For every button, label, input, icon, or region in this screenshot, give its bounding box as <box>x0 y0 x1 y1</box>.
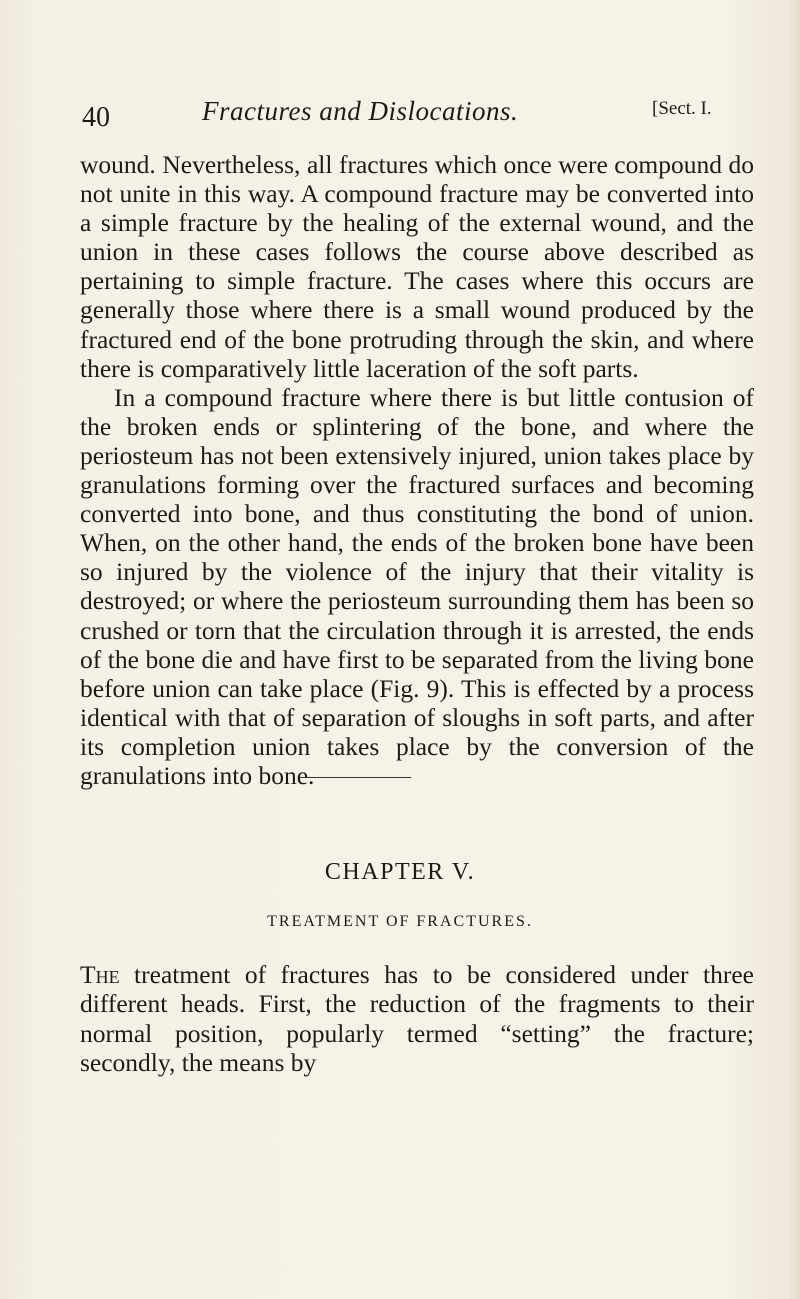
page-number: 40 <box>82 102 110 133</box>
section-reference: [Sect. I. <box>652 98 712 119</box>
page-edge-shadow <box>786 0 800 1299</box>
paragraph-continued: wound. Nevertheless, all fractures which once were compound do not unite in this way. A compound fracture may be converted into a simple fracture by the healing of the external wound, and the union in these cases follows the course above described as pertaining to simple fracture. The cases where this occurs are generally those where there is a small wound produced by the fractured end of the bone protruding through the skin, and where there is comparatively little laceration of the soft parts. <box>80 150 754 383</box>
chapter-opening-text: treatment of fractures has to be considered under three different heads. First, the reduction of the fragments to their normal position, popularly termed “setting” the fracture; secondly, the means by <box>80 960 754 1077</box>
chapter-title: CHAPTER V. <box>324 859 476 885</box>
body-text <box>80 150 754 790</box>
paragraph-compound-fracture: In a compound fracture where there is but little contusion of the broken ends or splintering of the bone, and where the periosteum has not been extensively injured, union takes place by granulations forming over the fractured surfaces and becoming converted into bone, and thus constituting the bond of union. When, on the other hand, the ends of the broken bone have been so injured by the violence of the injury that their vitality is destroyed; or where the periosteum surrounding them has been so crushed or torn that the circulation through it is arrested, the ends of the bone die and have first to be separated from the living bone before union can take place (Fig. 9). This is effected by a process identical with that of separation of sloughs in soft parts, and after its completion union takes place by the conversion of the granulations into bone. <box>80 382 754 790</box>
running-title: Fractures and Dislocations. <box>202 96 519 126</box>
running-header <box>80 92 750 132</box>
chapter-first-word: The <box>80 960 120 989</box>
chapter-subheading: TREATMENT OF FRACTURES. <box>267 913 533 930</box>
chapter-opening-paragraph <box>80 960 754 1077</box>
section-divider-rule <box>299 777 411 778</box>
